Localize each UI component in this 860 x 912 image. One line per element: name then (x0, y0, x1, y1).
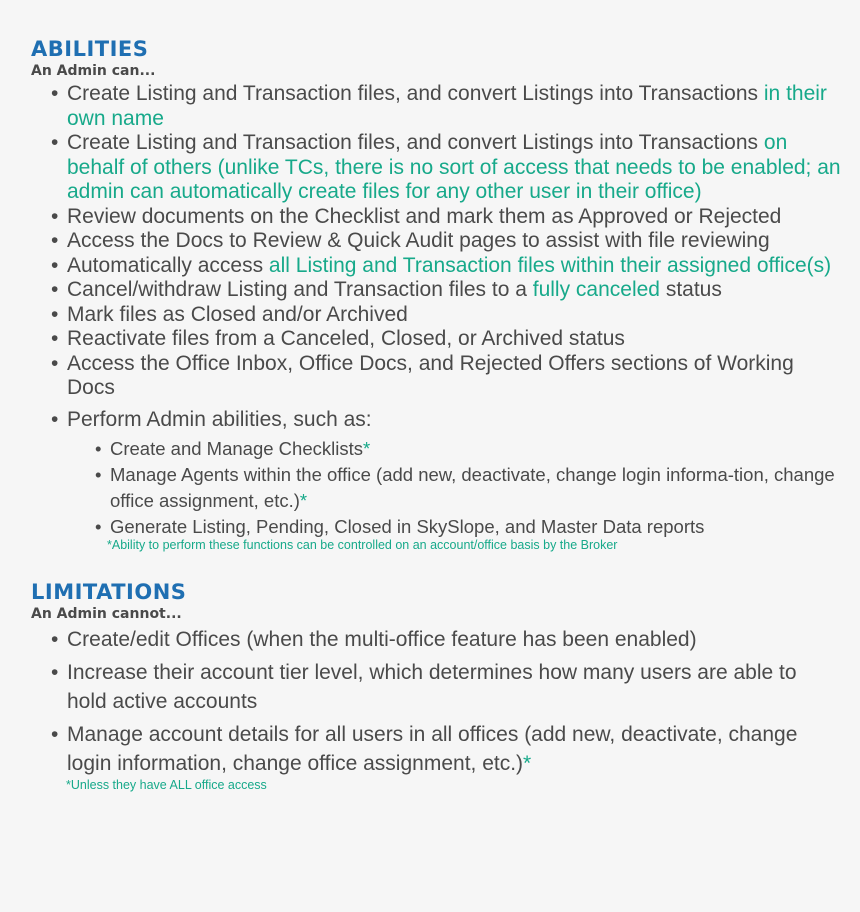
list-item: • Create Listing and Transaction files, and convert Listings into Transactions on behalf of others (unlike TCs, there is no sort of access that needs to be enabled; an admin can automatically create files for any other user in their office) (31, 131, 841, 205)
sublist-item: • Create and Manage Checklists* (67, 436, 841, 462)
abilities-heading: ABILITIES (31, 37, 149, 61)
limitations-list (31, 625, 841, 778)
document-page (31, 36, 841, 793)
abilities-list (31, 82, 841, 540)
list-item: • Access the Office Inbox, Office Docs, and Rejected Offers sections of Working Docs (31, 352, 841, 401)
limitations-intro: An Admin cannot... (31, 606, 182, 622)
abilities-footnote: *Ability to perform these functions can be controlled on an account/office basis by the Broker (107, 538, 618, 552)
list-item: • Cancel/withdraw Listing and Transaction files to a fully canceled status (31, 278, 841, 303)
sublist-item: • Manage Agents within the office (add new, deactivate, change login informa-tion, change office assignment, etc.)* (67, 462, 841, 514)
list-item: • Perform Admin abilities, such as: • Create and Manage Checklists* • Manage Agents within the office (add new, deactivate, change login informa-tion, change office assignment, etc.)* • Generate Listing, Pending, Closed in SkySlope, and Master Data reports (31, 408, 841, 541)
list-item: • Create/edit Offices (when the multi-office feature has been enabled) (31, 625, 841, 654)
list-item: • Reactivate files from a Canceled, Closed, or Archived status (31, 327, 841, 352)
list-item: • Review documents on the Checklist and mark them as Approved or Rejected (31, 205, 841, 230)
list-item: • Manage account details for all users in all offices (add new, deactivate, change login information, change office assignment, etc.)* (31, 720, 841, 778)
list-item: • Create Listing and Transaction files, and convert Listings into Transactions in their own name (31, 82, 841, 131)
abilities-intro: An Admin can... (31, 63, 156, 79)
list-item: • Increase their account tier level, which determines how many users are able to hold active accounts (31, 658, 841, 716)
admin-abilities-sublist (67, 436, 841, 540)
list-item: • Access the Docs to Review & Quick Audit pages to assist with file reviewing (31, 229, 841, 254)
limitations-footnote: *Unless they have ALL office access (66, 778, 267, 792)
limitations-heading: LIMITATIONS (31, 580, 187, 604)
list-item: • Mark files as Closed and/or Archived (31, 303, 841, 328)
list-item: • Automatically access all Listing and Transaction files within their assigned office(s) (31, 254, 841, 279)
limitations-section (31, 579, 841, 793)
sublist-item: • Generate Listing, Pending, Closed in SkySlope, and Master Data reports (67, 514, 841, 540)
